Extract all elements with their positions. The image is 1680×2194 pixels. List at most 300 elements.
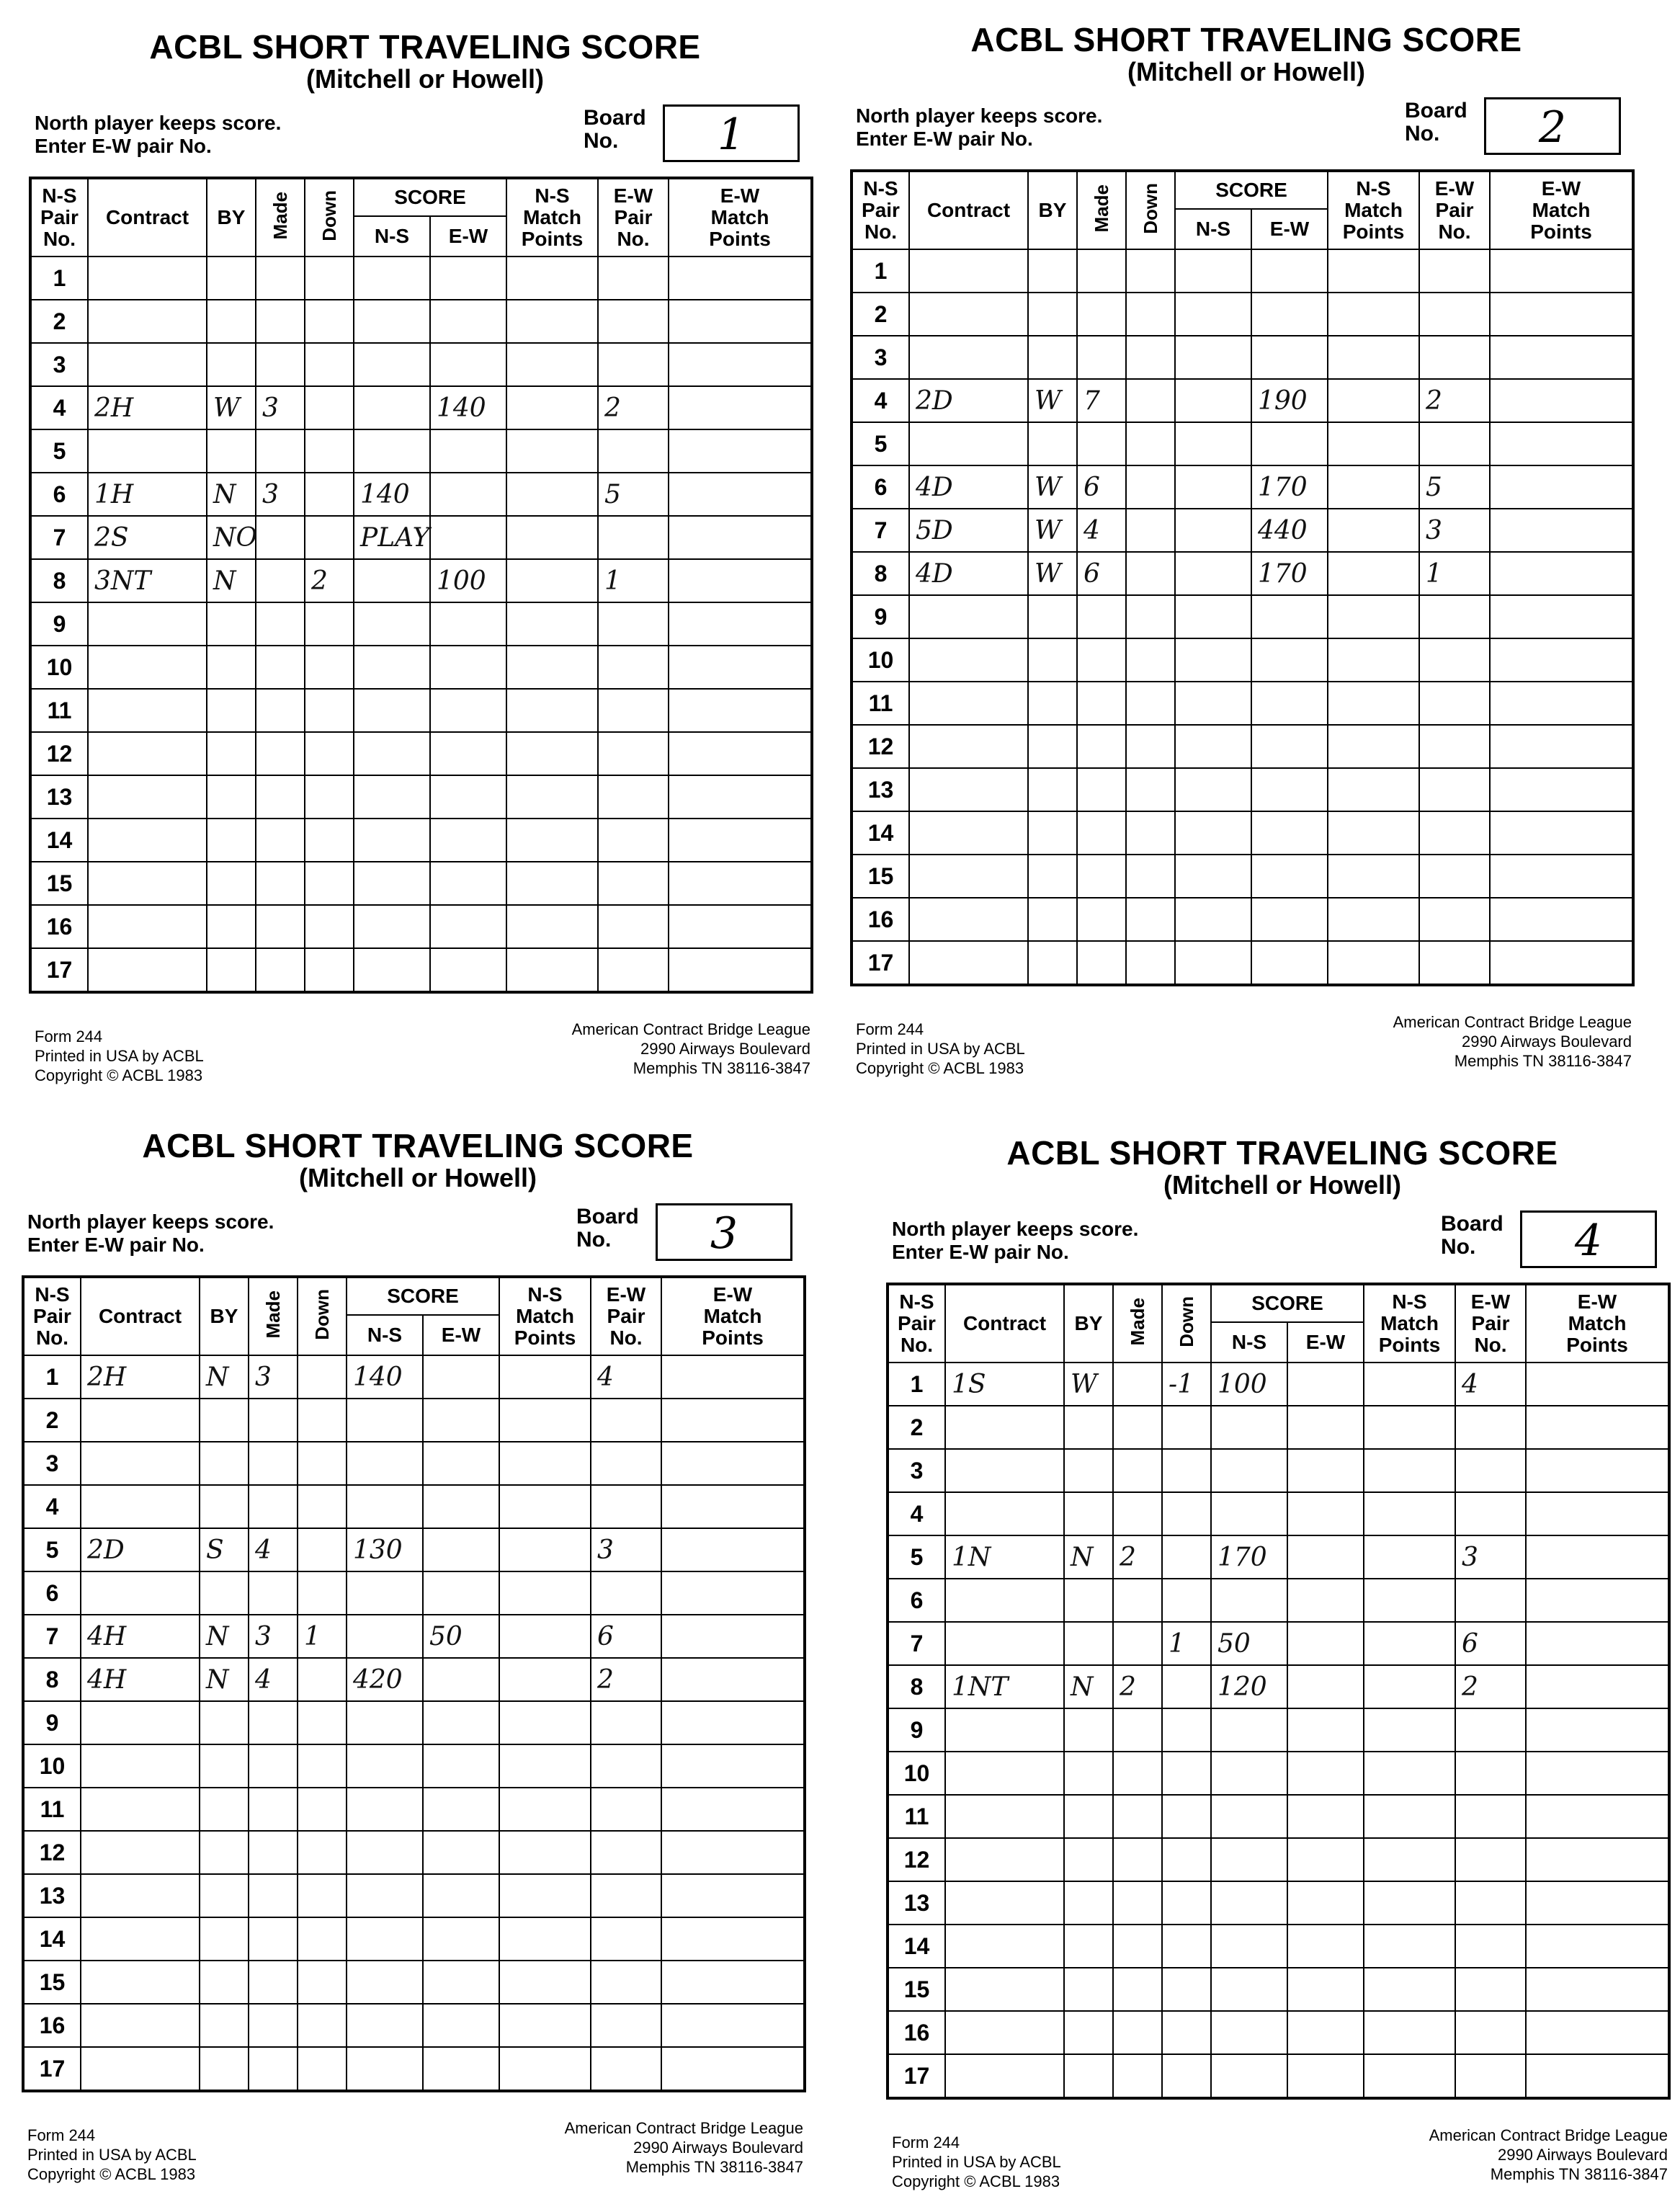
cell-made[interactable] <box>1113 1881 1162 1925</box>
cell-made[interactable] <box>1113 1968 1162 2011</box>
cell-by[interactable] <box>207 948 256 992</box>
cell-ew[interactable] <box>1287 1968 1364 2011</box>
cell-ew[interactable] <box>1287 1925 1364 1968</box>
cell-ewmp[interactable] <box>669 819 812 862</box>
cell-nsmp[interactable] <box>1364 1622 1455 1665</box>
cell-down[interactable] <box>1126 422 1175 465</box>
cell-contract[interactable]: 2D <box>909 379 1028 422</box>
cell-made[interactable] <box>249 1399 298 1442</box>
cell-ewmp[interactable] <box>661 1874 805 1917</box>
cell-nsmp[interactable] <box>1364 1838 1455 1881</box>
cell-ew[interactable] <box>423 1788 499 1831</box>
cell-by[interactable] <box>207 257 256 300</box>
cell-ewmp[interactable] <box>1526 1881 1669 1925</box>
cell-ew[interactable] <box>430 819 506 862</box>
cell-ewpair[interactable] <box>598 429 669 473</box>
cell-down[interactable] <box>298 1528 347 1571</box>
cell-ewmp[interactable] <box>1526 1925 1669 1968</box>
cell-ns[interactable] <box>354 689 430 732</box>
cell-ewpair[interactable] <box>598 516 669 559</box>
cell-ewpair[interactable] <box>591 1831 661 1874</box>
cell-by[interactable]: NO <box>207 516 256 559</box>
cell-by[interactable] <box>207 862 256 905</box>
cell-contract[interactable]: 4D <box>909 552 1028 595</box>
cell-contract[interactable] <box>88 646 207 689</box>
cell-made[interactable]: 3 <box>256 386 305 429</box>
cell-contract[interactable] <box>945 1492 1064 1535</box>
cell-contract[interactable]: 5D <box>909 509 1028 552</box>
cell-ns[interactable] <box>1175 682 1251 725</box>
cell-made[interactable] <box>256 516 305 559</box>
cell-contract[interactable] <box>945 1449 1064 1492</box>
cell-by[interactable] <box>207 689 256 732</box>
cell-down[interactable] <box>298 2047 347 2091</box>
cell-ew[interactable] <box>1287 1708 1364 1752</box>
cell-ns[interactable] <box>347 1442 423 1485</box>
cell-down[interactable] <box>298 1961 347 2004</box>
cell-by[interactable]: N <box>1064 1665 1113 1708</box>
cell-ns[interactable] <box>347 1701 423 1744</box>
cell-contract[interactable]: 4H <box>81 1658 200 1701</box>
cell-down[interactable] <box>298 1399 347 1442</box>
cell-ew[interactable] <box>430 300 506 343</box>
cell-down[interactable] <box>305 473 354 516</box>
cell-down[interactable] <box>1162 1579 1211 1622</box>
cell-nsmp[interactable] <box>506 257 598 300</box>
cell-down[interactable] <box>305 516 354 559</box>
cell-nsmp[interactable] <box>1364 1665 1455 1708</box>
cell-down[interactable] <box>305 257 354 300</box>
cell-down[interactable] <box>1162 1535 1211 1579</box>
cell-made[interactable] <box>1077 941 1126 985</box>
cell-ns[interactable] <box>1211 1881 1287 1925</box>
cell-ew[interactable] <box>423 1528 499 1571</box>
cell-ewpair[interactable]: 2 <box>591 1658 661 1701</box>
cell-made[interactable] <box>1077 293 1126 336</box>
cell-contract[interactable] <box>945 1406 1064 1449</box>
cell-ewmp[interactable] <box>1526 1968 1669 2011</box>
cell-ns[interactable]: 120 <box>1211 1665 1287 1708</box>
cell-ewmp[interactable] <box>1490 595 1633 638</box>
cell-by[interactable]: W <box>207 386 256 429</box>
cell-by[interactable] <box>1028 811 1077 855</box>
cell-ewpair[interactable] <box>1455 1752 1526 1795</box>
cell-made[interactable] <box>1113 1752 1162 1795</box>
cell-contract[interactable] <box>945 1795 1064 1838</box>
cell-ewmp[interactable] <box>1526 1406 1669 1449</box>
cell-ewmp[interactable] <box>661 2004 805 2047</box>
cell-nsmp[interactable] <box>1364 1708 1455 1752</box>
cell-nsmp[interactable] <box>506 386 598 429</box>
cell-ewpair[interactable]: 3 <box>1419 509 1490 552</box>
cell-nsmp[interactable] <box>1364 1363 1455 1406</box>
cell-by[interactable] <box>1028 293 1077 336</box>
cell-down[interactable] <box>1162 1795 1211 1838</box>
cell-ew[interactable]: 100 <box>430 559 506 602</box>
cell-by[interactable] <box>1064 1838 1113 1881</box>
cell-contract[interactable] <box>81 1701 200 1744</box>
cell-down[interactable] <box>305 429 354 473</box>
cell-down[interactable]: 2 <box>305 559 354 602</box>
cell-ew[interactable] <box>1251 249 1328 293</box>
cell-ew[interactable] <box>1287 1535 1364 1579</box>
cell-contract[interactable]: 1N <box>945 1535 1064 1579</box>
cell-contract[interactable] <box>909 293 1028 336</box>
cell-ewmp[interactable] <box>661 1528 805 1571</box>
cell-contract[interactable]: 1H <box>88 473 207 516</box>
cell-made[interactable]: 6 <box>1077 465 1126 509</box>
cell-ns[interactable] <box>354 602 430 646</box>
cell-ewpair[interactable] <box>598 689 669 732</box>
cell-ewpair[interactable] <box>591 1399 661 1442</box>
cell-ns[interactable] <box>354 948 430 992</box>
cell-made[interactable] <box>1113 2011 1162 2054</box>
cell-nsmp[interactable] <box>506 473 598 516</box>
cell-made[interactable] <box>256 559 305 602</box>
cell-contract[interactable] <box>909 855 1028 898</box>
cell-ns[interactable] <box>1175 941 1251 985</box>
cell-ewpair[interactable]: 5 <box>1419 465 1490 509</box>
cell-ew[interactable] <box>1251 638 1328 682</box>
cell-ns[interactable] <box>347 1571 423 1615</box>
cell-down[interactable]: 1 <box>298 1615 347 1658</box>
cell-contract[interactable] <box>88 429 207 473</box>
cell-ns[interactable] <box>1211 1708 1287 1752</box>
cell-nsmp[interactable] <box>1328 422 1419 465</box>
cell-ewmp[interactable] <box>1490 898 1633 941</box>
cell-by[interactable] <box>1028 422 1077 465</box>
cell-ns[interactable] <box>1211 1579 1287 1622</box>
cell-contract[interactable] <box>909 941 1028 985</box>
cell-contract[interactable] <box>88 343 207 386</box>
cell-ew[interactable] <box>423 1658 499 1701</box>
cell-ewpair[interactable] <box>598 775 669 819</box>
cell-contract[interactable]: 1S <box>945 1363 1064 1406</box>
cell-ewpair[interactable] <box>1419 422 1490 465</box>
cell-down[interactable] <box>298 1571 347 1615</box>
cell-down[interactable] <box>1126 855 1175 898</box>
cell-ew[interactable] <box>1287 1579 1364 1622</box>
cell-nsmp[interactable] <box>499 2004 591 2047</box>
cell-nsmp[interactable] <box>1364 2054 1455 2098</box>
cell-nsmp[interactable] <box>506 559 598 602</box>
cell-nsmp[interactable] <box>506 689 598 732</box>
cell-ns[interactable] <box>347 1615 423 1658</box>
cell-made[interactable] <box>249 1571 298 1615</box>
cell-ns[interactable] <box>1175 855 1251 898</box>
cell-made[interactable] <box>249 1442 298 1485</box>
cell-ewpair[interactable] <box>1419 941 1490 985</box>
cell-down[interactable] <box>305 732 354 775</box>
cell-by[interactable] <box>1064 1449 1113 1492</box>
cell-contract[interactable] <box>945 1968 1064 2011</box>
cell-ew[interactable] <box>423 1399 499 1442</box>
cell-nsmp[interactable] <box>506 300 598 343</box>
cell-ew[interactable] <box>1287 1881 1364 1925</box>
cell-by[interactable] <box>1028 725 1077 768</box>
cell-ewpair[interactable] <box>1455 1579 1526 1622</box>
cell-ewmp[interactable] <box>669 516 812 559</box>
cell-ewpair[interactable] <box>1455 1492 1526 1535</box>
cell-down[interactable] <box>305 905 354 948</box>
cell-by[interactable] <box>1064 1925 1113 1968</box>
cell-by[interactable] <box>1028 249 1077 293</box>
cell-made[interactable] <box>1113 1579 1162 1622</box>
cell-contract[interactable] <box>945 1752 1064 1795</box>
cell-nsmp[interactable] <box>1328 465 1419 509</box>
cell-contract[interactable] <box>88 300 207 343</box>
cell-contract[interactable] <box>945 1925 1064 1968</box>
cell-by[interactable] <box>207 905 256 948</box>
cell-nsmp[interactable] <box>1364 1492 1455 1535</box>
cell-ewmp[interactable] <box>669 602 812 646</box>
cell-nsmp[interactable] <box>499 1485 591 1528</box>
cell-ns[interactable] <box>354 559 430 602</box>
cell-made[interactable] <box>1113 1622 1162 1665</box>
cell-by[interactable] <box>1064 1708 1113 1752</box>
cell-nsmp[interactable] <box>1328 941 1419 985</box>
cell-by[interactable]: W <box>1028 509 1077 552</box>
cell-made[interactable] <box>256 948 305 992</box>
cell-ns[interactable] <box>1211 1449 1287 1492</box>
cell-ns[interactable] <box>1175 249 1251 293</box>
cell-by[interactable] <box>1028 682 1077 725</box>
cell-down[interactable] <box>1162 1492 1211 1535</box>
cell-contract[interactable] <box>909 422 1028 465</box>
cell-ew[interactable] <box>423 1485 499 1528</box>
cell-by[interactable] <box>1064 2054 1113 2098</box>
cell-by[interactable] <box>207 602 256 646</box>
cell-ew[interactable] <box>423 1831 499 1874</box>
cell-ewmp[interactable] <box>1490 638 1633 682</box>
cell-contract[interactable]: 4D <box>909 465 1028 509</box>
cell-down[interactable] <box>298 1355 347 1399</box>
cell-ewmp[interactable] <box>669 343 812 386</box>
cell-ewmp[interactable] <box>1526 2011 1669 2054</box>
cell-contract[interactable] <box>81 1961 200 2004</box>
cell-ew[interactable]: 170 <box>1251 465 1328 509</box>
cell-ewmp[interactable] <box>1526 1708 1669 1752</box>
cell-ewmp[interactable] <box>661 1658 805 1701</box>
cell-ns[interactable] <box>1175 811 1251 855</box>
cell-ew[interactable] <box>1287 2011 1364 2054</box>
cell-by[interactable]: W <box>1028 379 1077 422</box>
cell-made[interactable] <box>256 819 305 862</box>
cell-nsmp[interactable] <box>506 343 598 386</box>
cell-by[interactable] <box>207 732 256 775</box>
cell-by[interactable] <box>1028 898 1077 941</box>
cell-ns[interactable] <box>1175 638 1251 682</box>
cell-by[interactable]: N <box>207 473 256 516</box>
cell-made[interactable] <box>256 429 305 473</box>
cell-ns[interactable] <box>354 819 430 862</box>
cell-down[interactable] <box>1126 465 1175 509</box>
cell-ns[interactable] <box>354 300 430 343</box>
cell-down[interactable] <box>1162 1925 1211 1968</box>
cell-contract[interactable] <box>909 638 1028 682</box>
cell-nsmp[interactable] <box>1364 2011 1455 2054</box>
cell-ns[interactable] <box>1175 509 1251 552</box>
cell-by[interactable] <box>1028 855 1077 898</box>
cell-ns[interactable]: PLAY <box>354 516 430 559</box>
cell-by[interactable]: W <box>1028 465 1077 509</box>
cell-ewmp[interactable] <box>1490 552 1633 595</box>
cell-nsmp[interactable] <box>499 1615 591 1658</box>
cell-ewmp[interactable] <box>1490 336 1633 379</box>
cell-by[interactable] <box>200 2047 249 2091</box>
cell-down[interactable] <box>1162 1968 1211 2011</box>
cell-nsmp[interactable] <box>1328 768 1419 811</box>
cell-ewpair[interactable] <box>591 1571 661 1615</box>
cell-contract[interactable] <box>945 1838 1064 1881</box>
cell-ewpair[interactable] <box>1455 1449 1526 1492</box>
cell-ewpair[interactable]: 1 <box>598 559 669 602</box>
cell-made[interactable] <box>1077 725 1126 768</box>
cell-ewpair[interactable] <box>1419 768 1490 811</box>
cell-made[interactable] <box>1113 1708 1162 1752</box>
cell-contract[interactable]: 3NT <box>88 559 207 602</box>
cell-ew[interactable]: 170 <box>1251 552 1328 595</box>
cell-ewpair[interactable] <box>591 1701 661 1744</box>
cell-made[interactable] <box>256 602 305 646</box>
cell-nsmp[interactable] <box>1328 725 1419 768</box>
cell-nsmp[interactable] <box>506 775 598 819</box>
cell-ewpair[interactable]: 2 <box>1419 379 1490 422</box>
cell-ewpair[interactable] <box>1455 1795 1526 1838</box>
cell-made[interactable] <box>256 689 305 732</box>
cell-ew[interactable] <box>1287 1622 1364 1665</box>
cell-by[interactable] <box>1028 941 1077 985</box>
cell-down[interactable] <box>1162 1838 1211 1881</box>
cell-by[interactable] <box>1028 638 1077 682</box>
cell-made[interactable] <box>1077 811 1126 855</box>
cell-down[interactable] <box>298 1831 347 1874</box>
cell-ewmp[interactable] <box>1490 249 1633 293</box>
cell-by[interactable]: N <box>200 1355 249 1399</box>
cell-by[interactable] <box>207 819 256 862</box>
cell-ewpair[interactable] <box>598 732 669 775</box>
cell-down[interactable] <box>298 1874 347 1917</box>
cell-ewmp[interactable] <box>669 473 812 516</box>
cell-ew[interactable] <box>430 862 506 905</box>
cell-ewmp[interactable] <box>1526 1579 1669 1622</box>
cell-nsmp[interactable] <box>506 516 598 559</box>
board-number-box[interactable] <box>1484 97 1621 155</box>
cell-ns[interactable] <box>347 1961 423 2004</box>
cell-down[interactable] <box>305 775 354 819</box>
cell-nsmp[interactable] <box>506 732 598 775</box>
cell-ewpair[interactable] <box>591 2004 661 2047</box>
cell-by[interactable] <box>200 1399 249 1442</box>
cell-ew[interactable] <box>423 2047 499 2091</box>
cell-down[interactable] <box>298 1442 347 1485</box>
cell-ns[interactable] <box>1211 1795 1287 1838</box>
cell-ewmp[interactable] <box>669 257 812 300</box>
cell-ewmp[interactable] <box>1490 682 1633 725</box>
cell-ns[interactable] <box>354 257 430 300</box>
cell-made[interactable]: 3 <box>256 473 305 516</box>
cell-ewmp[interactable] <box>1490 509 1633 552</box>
cell-ew[interactable] <box>423 1961 499 2004</box>
cell-ew[interactable]: 190 <box>1251 379 1328 422</box>
cell-ewmp[interactable] <box>1490 855 1633 898</box>
cell-ns[interactable] <box>1175 768 1251 811</box>
cell-down[interactable] <box>1126 509 1175 552</box>
cell-made[interactable] <box>256 646 305 689</box>
cell-made[interactable] <box>249 1701 298 1744</box>
cell-ewmp[interactable] <box>1490 768 1633 811</box>
cell-by[interactable] <box>1028 595 1077 638</box>
cell-ewmp[interactable] <box>669 429 812 473</box>
cell-nsmp[interactable] <box>499 1355 591 1399</box>
cell-ew[interactable] <box>1287 1752 1364 1795</box>
cell-ewpair[interactable]: 4 <box>1455 1363 1526 1406</box>
cell-contract[interactable] <box>81 2004 200 2047</box>
cell-made[interactable]: 7 <box>1077 379 1126 422</box>
cell-nsmp[interactable] <box>1328 552 1419 595</box>
cell-nsmp[interactable] <box>1364 1968 1455 2011</box>
cell-by[interactable] <box>1064 1622 1113 1665</box>
cell-ew[interactable] <box>1287 1363 1364 1406</box>
cell-made[interactable] <box>1077 249 1126 293</box>
cell-ewmp[interactable] <box>1526 2054 1669 2098</box>
cell-ewpair[interactable] <box>591 1485 661 1528</box>
cell-ns[interactable] <box>1175 336 1251 379</box>
cell-ewpair[interactable] <box>1419 725 1490 768</box>
cell-ewmp[interactable] <box>661 1485 805 1528</box>
cell-contract[interactable] <box>909 682 1028 725</box>
cell-ewmp[interactable] <box>1490 811 1633 855</box>
cell-contract[interactable] <box>909 336 1028 379</box>
cell-down[interactable] <box>1126 293 1175 336</box>
cell-nsmp[interactable] <box>506 905 598 948</box>
cell-made[interactable] <box>1077 682 1126 725</box>
cell-ns[interactable] <box>1175 379 1251 422</box>
cell-nsmp[interactable] <box>1328 249 1419 293</box>
cell-contract[interactable] <box>945 1579 1064 1622</box>
cell-nsmp[interactable] <box>499 1399 591 1442</box>
cell-down[interactable] <box>1162 1708 1211 1752</box>
cell-ewmp[interactable] <box>1490 941 1633 985</box>
cell-ewpair[interactable] <box>591 1744 661 1788</box>
cell-contract[interactable] <box>81 1485 200 1528</box>
cell-down[interactable] <box>305 602 354 646</box>
cell-down[interactable] <box>1126 379 1175 422</box>
cell-down[interactable] <box>1162 1449 1211 1492</box>
cell-ns[interactable]: 130 <box>347 1528 423 1571</box>
cell-ns[interactable] <box>354 429 430 473</box>
cell-ewmp[interactable] <box>661 2047 805 2091</box>
cell-down[interactable] <box>298 1485 347 1528</box>
cell-contract[interactable] <box>909 249 1028 293</box>
cell-ewmp[interactable] <box>669 732 812 775</box>
cell-ewmp[interactable] <box>661 1831 805 1874</box>
cell-down[interactable] <box>1162 1881 1211 1925</box>
cell-ewmp[interactable] <box>1526 1838 1669 1881</box>
cell-contract[interactable] <box>81 1874 200 1917</box>
cell-ewpair[interactable]: 6 <box>591 1615 661 1658</box>
cell-down[interactable] <box>1126 725 1175 768</box>
cell-ewmp[interactable] <box>1490 422 1633 465</box>
cell-contract[interactable] <box>81 1831 200 1874</box>
cell-made[interactable] <box>249 1917 298 1961</box>
cell-by[interactable] <box>200 1701 249 1744</box>
cell-ewpair[interactable]: 2 <box>598 386 669 429</box>
cell-ns[interactable] <box>347 1874 423 1917</box>
board-number-box[interactable] <box>663 104 800 162</box>
cell-made[interactable] <box>249 1744 298 1788</box>
cell-ewpair[interactable] <box>598 646 669 689</box>
